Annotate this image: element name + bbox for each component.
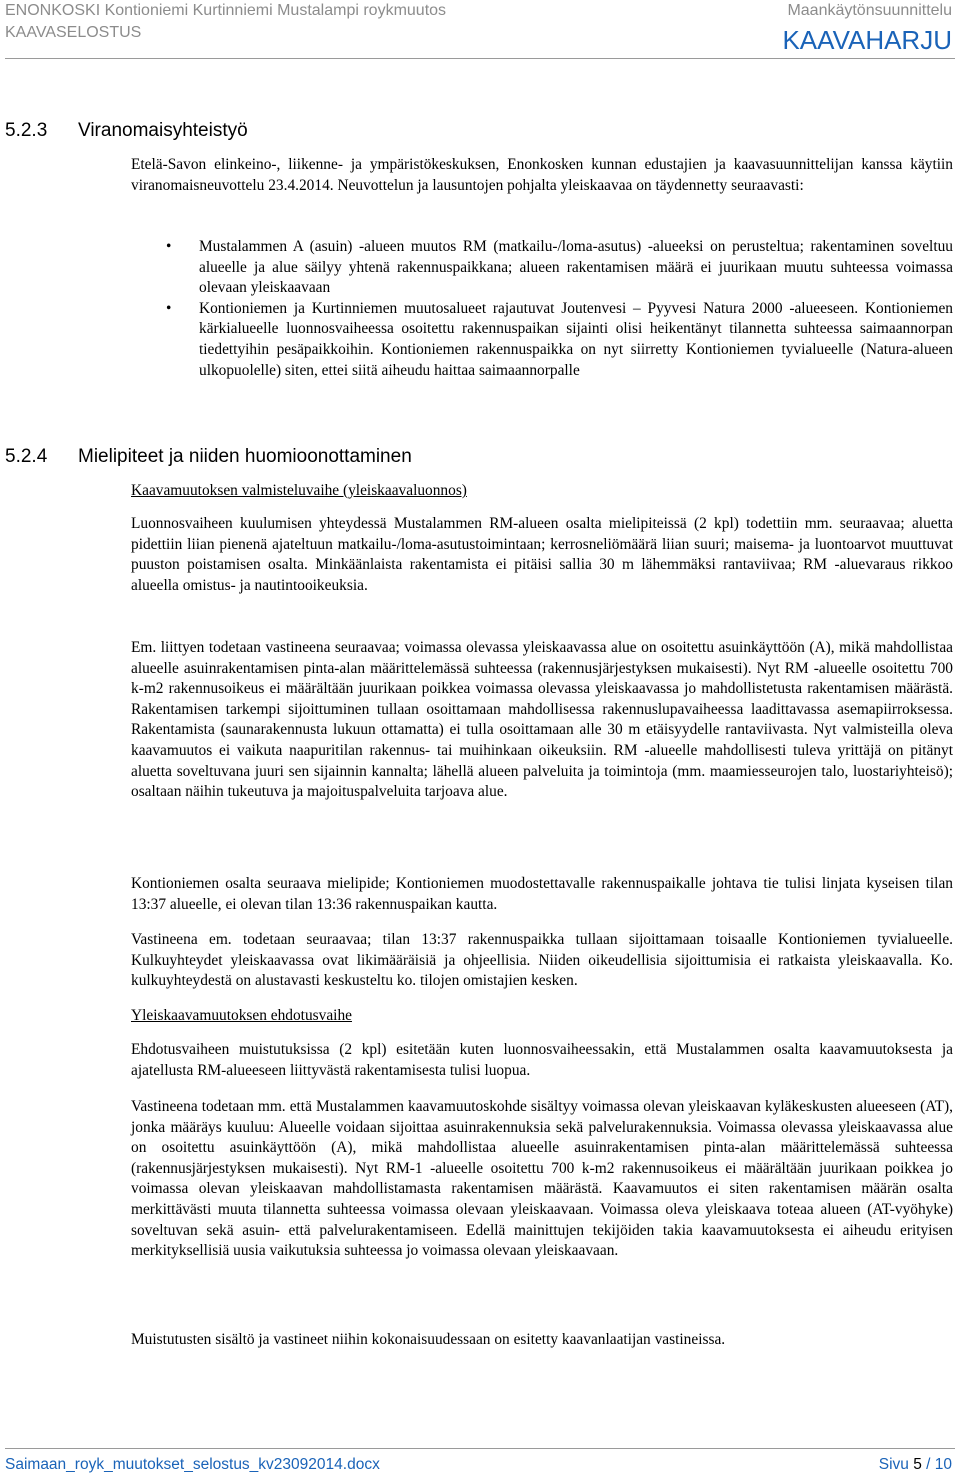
document-header-right (782, 0, 952, 58)
paragraph: Vastineena todetaan mm. että Mustalammen kaavamuutoskohde sisältyy voimassa olevan yleiskaavan kyläkeskusten alueeseen (AT), jonka määräys kuuluu: Alueelle voidaan sijoittaa asuinrakennuksia sekä palvelurakennuksia. Voimassa olevassa yleiskaavassa alue on osoitettu asuinkäyttöön (A), mikä mahdollistaa alueelle asuinrakentamisen pinta-alan määrittelemässä suhteessa (rakennusjärjestyksen mukaisesti). Nyt RM-1 -alueelle osoitettu 700 k-m2 rakennusoikeus ei määrältään juurikaan poikkea jo voimassa olevan yleiskaavan mahdollistamasta rakentamisen määrästä. Kaavamuutos ei siten rakentamisen määrän osalta merkittävästi muuta tilannetta suhteessa voimassa olevaan yleiskaavaan. Voimassa oleva yleiskaava toteaa alueen (AT-vyöhyke) soveltuvan sekä asuin- että palvelurakentamiseen. Edellä mainittujen tekijöiden takia kaavamuutoksesta ei aiheudu erityisen merkityksellisiä uusia vaikutuksia suhteessa jo voimassa olevaan yleiskaavaan. (131, 1098, 953, 1260)
document-type: KAAVASELOSTUS (5, 24, 142, 41)
section-title: Viranomaisyhteistyö (78, 120, 248, 141)
list-item (166, 299, 953, 381)
page-total: 10 (934, 1456, 952, 1473)
document-title: ENONKOSKI Kontioniemi Kurtinniemi Mustalampi roykmuutos (5, 2, 447, 19)
section-number: 5.2.4 (5, 446, 48, 467)
bullet-icon: • (166, 299, 172, 317)
section-intro-paragraph: Etelä-Savon elinkeino-, liikenne- ja ympäristökeskuksen, Enonkosken kunnan edustajien ja kaavasuunnittelijan kanssa käytiin viranomaisneuvottelu 23.4.2014. Neuvottelun ja lausuntojen pohjalta yleiskaavaa on täydennetty seuraavasti: (131, 156, 953, 194)
page-label: Sivu (878, 1456, 909, 1473)
paragraph: Em. liittyen todetaan vastineena seuraavaa; voimassa olevassa yleiskaavassa alue on osoitettu asuinkäyttöön (A), mikä mahdollistaa alueelle asuinrakentamisen pinta-alan määrittelemässä suhteessa (rakennusjärjestyksen mukaisesti). Nyt RM -alueelle osoitettu 700 k-m2 rakennusoikeus ei määrältään juurikaan poikkea voimassa olevassa yleiskaavassa jo mahdollistetusta rakentamisen määrästä. Rakentamisen tarkempi sijoittuminen tullaan osoittamaan mahdollisessa rakennuslupavaiheessa laadittavassa asemapiirroksessa. Rakentamista (saunarakennusta lukuun ottamatta) ei tulla osoittamaan alle 30 m etäisyydelle rantaviivasta. Nyt valmisteilla oleva kaavamuutos ei vaikuta naapuritilan rakennus- tai muihinkaan oikeuksiin. RM -alueelle mahdollisesti tuleva yrittäjä on pitänyt aluetta soveltuvana juuri sen sijainnin kannalta; lähellä alueen palveluita ja toimintoja (mm. maamiesseurojen talo, luostariyhteisö); osaltaan näihin tukeutuva ja majoituspalveluita tarjoava alue. (131, 639, 953, 801)
section-number: 5.2.3 (5, 120, 48, 141)
section-heading-5-2-4 (5, 445, 412, 469)
document-header-left (5, 0, 446, 44)
paragraph: Kontioniemen osalta seuraava mielipide; Kontioniemen muodostettavalle rakennuspaikalle johtava tie tulisi linjata kyseisen tilan 13:37 alueelle, ei olevan tilan 13:36 rakennuspaikan kautta. (131, 875, 953, 913)
subheading-ehdotusvaihe: Yleiskaavamuutoksen ehdotusvaihe (131, 1007, 352, 1024)
paragraph: Muistutusten sisältö ja vastineet niihin kokonaisuudessaan on esitetty kaavanlaatijan vastineissa. (131, 1331, 726, 1348)
section-title: Mielipiteet ja niiden huomioonottaminen (78, 446, 412, 467)
list-item-text: Kontioniemen ja Kurtinniemen muutosalueet rajautuvat Joutenvesi – Pyyvesi Natura 2000 -alueeseen. Kontioniemen kärkialueelle luonnosvaiheessa osoitettu rakennuspaikan sijainti olisi heikentänyt tilannetta suhteessa saimaannorpan tiedettyihin pesäpaikkoihin. Kontioniemen rakennuspaikka on nyt siirretty Kontioniemen tyvialueelle (Natura-alueen ulkopuolelle) siten, ettei siitä aiheudu haittaa saimaannorpalle (199, 299, 953, 379)
bullet-icon: • (166, 238, 172, 255)
subheading-valmisteluvaihe: Kaavamuutoksen valmisteluvaihe (yleiskaavaluonnos) (131, 482, 467, 499)
page-number (879, 1456, 952, 1474)
unit-name: Maankäytönsuunnittelu (787, 2, 952, 19)
section-heading-5-2-3 (5, 119, 248, 143)
list-item-text: Mustalammen A (asuin) -alueen muutos RM (matkailu-/loma-asutus) -alueeksi on perusteltua; rakentaminen soveltuu alueelle ja alue säilyy yhtenä rakennuspaikkana; alueen rakentamisen määrä ei juurikaan muutu suhteessa voimassa olevaan yleiskaavaan (199, 238, 953, 297)
page-current: 5 (913, 1456, 922, 1473)
header-divider (5, 58, 955, 59)
footer-filename: Saimaan_royk_muutokset_selostus_kv23092014.docx (5, 1456, 380, 1473)
author-name: KAAVAHARJU (782, 25, 952, 55)
paragraph: Luonnosvaiheen kuulumisen yhteydessä Mustalammen RM-alueen osalta mielipiteissä (2 kpl) todettiin mm. seuraavaa; aluetta pidettiin liian pienenä ajateltuun matkailu-/loma-asutustoimintaan; kerrosneliömäärä liian suuri; maisema- ja luontoarvot muuttuvat puuston poistamisen osalta. Minkäänlaista rakentamista ei pitäisi sallia 30 m lähemmäksi rantaviivaa; RM -aluevaraus rikkoo alueella omistus- ja nautintooikeuksia. (131, 515, 953, 594)
page-separator: / (921, 1456, 935, 1473)
list-item (166, 237, 953, 299)
paragraph: Ehdotusvaiheen muistutuksissa (2 kpl) esitetään kuten luonnosvaiheessakin, että Mustalammen osalta kaavamuutoksesta ja ajatellusta RM-alueeseen liittyvästä rakentamisesta tulisi luopua. (131, 1041, 953, 1079)
paragraph: Vastineena em. todetaan seuraavaa; tilan 13:37 rakennuspaikka tullaan sijoittamaan toisaalle Kontioniemen tyvialueelle. Kulkuyhteydet yleiskaavassa ovat likimääräisiä ja ohjeellisia. Niiden oikeudellisia sijoittumisia ei ratkaista yleiskaavalla. Ko. kulkuyhteydestä on alustavasti keskusteltu ko. tilojen omistajien kesken. (131, 931, 953, 990)
footer-divider (5, 1448, 955, 1449)
bullet-list (166, 237, 953, 381)
